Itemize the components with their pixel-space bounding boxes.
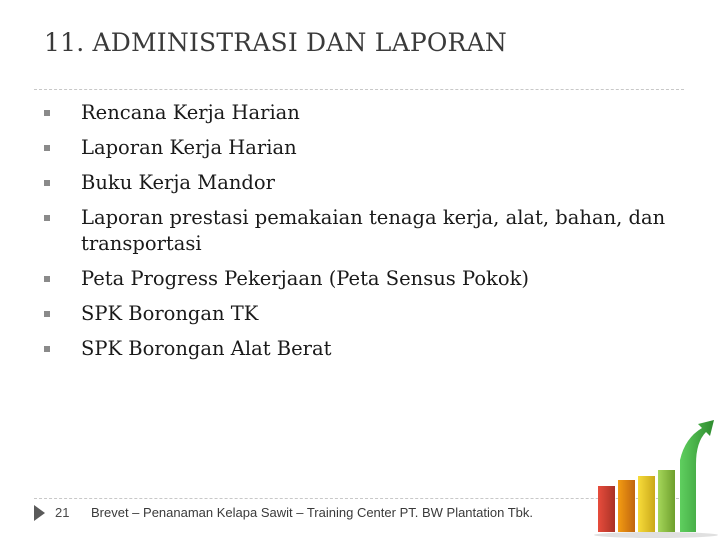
bullet-item <box>44 135 694 161</box>
slide-title: 11. ADMINISTRASI DAN LAPORAN <box>44 28 507 57</box>
bullet-text: Rencana Kerja Harian <box>81 101 300 124</box>
square-bullet-icon <box>44 311 50 317</box>
growth-bar-2 <box>618 480 635 532</box>
square-bullet-icon <box>44 180 50 186</box>
growth-bar-4 <box>658 470 675 532</box>
footer-divider <box>34 498 684 499</box>
bullet-item <box>44 205 694 257</box>
chart-shadow <box>594 532 718 538</box>
bullet-text: Buku Kerja Mandor <box>81 171 275 194</box>
bullet-text: Laporan Kerja Harian <box>81 136 297 159</box>
bullet-item <box>44 336 694 362</box>
bullet-text: SPK Borongan TK <box>81 302 259 325</box>
bullet-item <box>44 100 694 126</box>
square-bullet-icon <box>44 276 50 282</box>
square-bullet-icon <box>44 145 50 151</box>
square-bullet-icon <box>44 346 50 352</box>
footer-arrow-icon <box>34 505 45 521</box>
footer-text: Brevet – Penanaman Kelapa Sawit – Training Center PT. BW Plantation Tbk. <box>91 505 533 520</box>
bullet-item <box>44 266 694 292</box>
growth-bar-3 <box>638 476 655 532</box>
square-bullet-icon <box>44 110 50 116</box>
bullet-item <box>44 301 694 327</box>
growth-arrow <box>680 420 714 532</box>
square-bullet-icon <box>44 215 50 221</box>
growth-bar-chart-arrow-icon <box>590 420 720 540</box>
title-divider <box>34 89 684 90</box>
bullet-text: SPK Borongan Alat Berat <box>81 337 332 360</box>
bullet-text: Peta Progress Pekerjaan (Peta Sensus Pokok) <box>81 267 530 290</box>
page-number: 21 <box>55 505 70 520</box>
bullet-list <box>44 100 694 371</box>
bullet-item <box>44 170 694 196</box>
growth-bar-1 <box>598 486 615 532</box>
bullet-text: Laporan prestasi pemakaian tenaga kerja, alat, bahan, dan transportasi <box>81 206 666 255</box>
